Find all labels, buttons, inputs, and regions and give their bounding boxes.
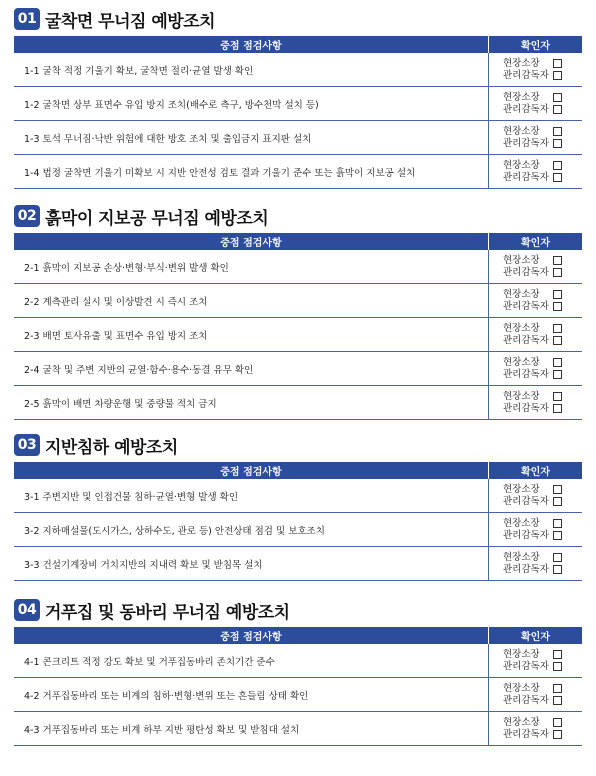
check-item-text: 1-3 토석 무너짐·낙반 위험에 대한 방호 조치 및 출입금지 표지판 설치 [14,121,489,155]
checkbox[interactable] [553,127,562,136]
table-row [14,155,582,189]
table-row [14,121,582,155]
checker-label: 현장소장 [503,91,540,103]
checker-cell [489,712,583,746]
checker-label: 현장소장 [503,390,540,402]
checker-cell [489,284,583,318]
checkbox[interactable] [553,730,562,739]
section-2 [14,203,581,420]
checker-label: 관리감독자 [503,334,549,346]
check-item-text: 1-1 굴착 적정 기울기 확보, 굴착면 절리·균열 발생 확인 [14,53,489,87]
check-item-text: 2-5 흙막이 배면 차량운행 및 중량물 적치 금지 [14,386,489,420]
checkbox[interactable] [553,256,562,265]
column-header-checker: 확인자 [489,233,583,250]
checkbox[interactable] [553,336,562,345]
checker-label: 관리감독자 [503,694,549,706]
checker-label: 현장소장 [503,551,540,563]
table-row [14,678,582,712]
checker-label: 관리감독자 [503,529,549,541]
checkbox[interactable] [553,324,562,333]
checker-label: 현장소장 [503,356,540,368]
checkbox[interactable] [553,662,562,671]
check-item-text: 4-2 거푸집동바리 또는 비계의 침하·변형·변위 또는 흔들림 상태 확인 [14,678,489,712]
checkbox[interactable] [553,404,562,413]
table-row [14,352,582,386]
checker-cell [489,479,583,513]
table-header-row [14,233,582,250]
checker-label: 현장소장 [503,57,540,69]
checkbox[interactable] [553,565,562,574]
checkbox[interactable] [553,173,562,182]
section-number-badge: 01 [14,8,40,30]
checker-label: 관리감독자 [503,69,549,81]
check-item-text: 3-1 주변지반 및 인접건물 침하·균열·변형 발생 확인 [14,479,489,513]
section-title: 지반침하 예방조치 [45,437,178,458]
checker-label: 현장소장 [503,322,540,334]
check-item-text: 2-1 흙막이 지보공 손상·변형·부식·변위 발생 확인 [14,250,489,284]
checkbox[interactable] [553,696,562,705]
checker-cell [489,678,583,712]
section-number-badge: 02 [14,205,40,227]
checkbox[interactable] [553,139,562,148]
section-number-badge: 03 [14,434,40,456]
checker-label: 현장소장 [503,125,540,137]
checker-cell [489,87,583,121]
checkbox[interactable] [553,105,562,114]
checker-label: 관리감독자 [503,266,549,278]
table-row [14,644,582,678]
table-row [14,386,582,420]
section-header [14,203,581,229]
checker-label: 현장소장 [503,254,540,266]
table-row [14,513,582,547]
section-header [14,6,581,32]
checker-cell [489,352,583,386]
column-header-item: 중점 점검사항 [14,36,489,53]
section-title: 흙막이 지보공 무너짐 예방조치 [45,208,269,229]
check-item-text: 2-3 배면 토사유출 및 표면수 유입 방지 조치 [14,318,489,352]
check-item-text: 1-2 굴착면 상부 표면수 유입 방지 조치(배수로 측구, 방수천막 설치 등) [14,87,489,121]
checker-label: 현장소장 [503,288,540,300]
table-row [14,318,582,352]
checker-cell [489,53,583,87]
checker-cell [489,644,583,678]
checker-cell [489,386,583,420]
checker-label: 현장소장 [503,648,540,660]
check-item-text: 4-3 거푸집동바리 또는 비계 하부 지반 평탄성 확보 및 받침대 설치 [14,712,489,746]
table-header-row [14,36,582,53]
checklist-table [14,233,582,420]
checkbox[interactable] [553,392,562,401]
checker-label: 관리감독자 [503,103,549,115]
checklist-table [14,627,582,746]
section-number-badge: 04 [14,599,40,621]
checkbox[interactable] [553,497,562,506]
checker-cell [489,547,583,581]
checkbox[interactable] [553,553,562,562]
checkbox[interactable] [553,519,562,528]
checkbox[interactable] [553,302,562,311]
checkbox[interactable] [553,370,562,379]
column-header-checker: 확인자 [489,627,583,644]
checker-label: 관리감독자 [503,402,549,414]
check-item-text: 2-2 계측관리 실시 및 이상발견 시 즉시 조치 [14,284,489,318]
checklist-table [14,36,582,189]
checkbox[interactable] [553,93,562,102]
checker-label: 관리감독자 [503,368,549,380]
checker-label: 현장소장 [503,682,540,694]
checker-label: 현장소장 [503,716,540,728]
checker-cell [489,318,583,352]
check-item-text: 3-2 지하매설물(도시가스, 상하수도, 관로 등) 안전상태 점검 및 보호조치 [14,513,489,547]
column-header-item: 중점 점검사항 [14,233,489,250]
checkbox[interactable] [553,71,562,80]
table-header-row [14,627,582,644]
section-header [14,597,581,623]
table-row [14,53,582,87]
table-header-row [14,462,582,479]
checker-label: 관리감독자 [503,563,549,575]
column-header-item: 중점 점검사항 [14,462,489,479]
checkbox[interactable] [553,531,562,540]
checkbox[interactable] [553,59,562,68]
checkbox[interactable] [553,684,562,693]
checker-label: 관리감독자 [503,137,549,149]
table-row [14,284,582,318]
section-3 [14,432,581,581]
column-header-checker: 확인자 [489,36,583,53]
checkbox[interactable] [553,485,562,494]
section-4 [14,597,581,746]
table-row [14,479,582,513]
checker-label: 관리감독자 [503,300,549,312]
checkbox[interactable] [553,268,562,277]
checkbox[interactable] [553,650,562,659]
section-title: 굴착면 무너짐 예방조치 [45,11,216,32]
table-row [14,547,582,581]
check-item-text: 3-3 건설기계장비 거치지반의 지내력 확보 및 받침목 설치 [14,547,489,581]
checker-label: 현장소장 [503,517,540,529]
table-row [14,250,582,284]
checker-label: 현장소장 [503,159,540,171]
column-header-item: 중점 점검사항 [14,627,489,644]
checker-label: 관리감독자 [503,495,549,507]
checker-label: 관리감독자 [503,660,549,672]
column-header-checker: 확인자 [489,462,583,479]
check-item-text: 1-4 법정 굴착면 기울기 미확보 시 지반 안전성 검토 결과 기울기 준수 또는 흙막이 지보공 설치 [14,155,489,189]
checker-cell [489,155,583,189]
checkbox[interactable] [553,358,562,367]
checkbox[interactable] [553,290,562,299]
section-header [14,432,581,458]
checker-cell [489,121,583,155]
checker-label: 현장소장 [503,483,540,495]
table-row [14,87,582,121]
checkbox[interactable] [553,161,562,170]
checker-label: 관리감독자 [503,171,549,183]
check-item-text: 2-4 굴착 및 주변 지반의 균열·함수·용수·동결 유무 확인 [14,352,489,386]
checker-cell [489,513,583,547]
checker-cell [489,250,583,284]
section-title: 거푸집 및 동바리 무너짐 예방조치 [45,602,290,623]
table-row [14,712,582,746]
check-item-text: 4-1 콘크리트 적정 강도 확보 및 거푸집동바리 존치기간 준수 [14,644,489,678]
section-1 [14,6,581,189]
checker-label: 관리감독자 [503,728,549,740]
checklist-table [14,462,582,581]
checkbox[interactable] [553,718,562,727]
